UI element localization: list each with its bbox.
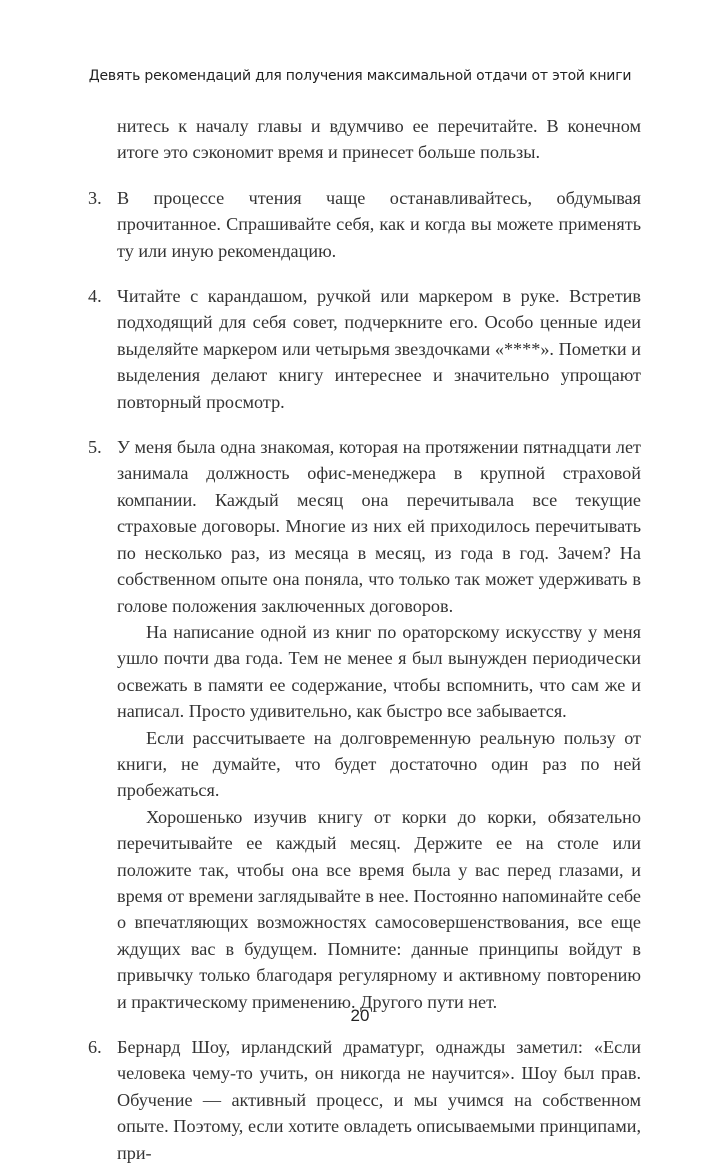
list-item-4 (88, 283, 641, 415)
paragraph: У меня была одна знакомая, которая на протяжении пятнадцати лет занимала должность офис-менеджера в крупной страховой компании. Каждый месяц она перечитывала все текущие страховые договоры. Многие из них ей приходилось перечитывать по несколько раз, из месяца в месяц, из года в год. Зачем? На собственном опыте она поняла, что только так может удерживать в голове положения заключенных договоров. (117, 437, 641, 616)
item-number: 5. (88, 437, 102, 458)
list-item-5 (88, 434, 641, 1015)
page-number: 20 (350, 1006, 370, 1025)
list-item-3 (88, 185, 641, 264)
running-header: Девять рекомендаций для получения максимальной отдачи от этой книги (88, 68, 632, 84)
paragraph: На написание одной из книг по ораторскому искусству у меня ушло почти два года. Тем не менее я был вынужден периодически освежать в памяти ее содержание, чтобы вспомнить, что сам же и написал. Просто удивительно, как быстро все забывается. (117, 621, 641, 722)
paragraph: Если рассчитываете на долговременную реальную пользу от книги, не думайте, что будет достаточно один раз по ней пробежаться. (117, 727, 641, 801)
item-body (117, 434, 641, 1015)
paragraph: Читайте с карандашом, ручкой или маркером в руке. Встретив подходящий для себя совет, подчеркните его. Особо ценные идеи выделяйте маркером или четырьмя звездочками «****». Пометки и выделения делают книгу интереснее и значительно упрощают повторный просмотр. (117, 286, 641, 412)
item-body (117, 185, 641, 264)
paragraph: Хорошенько изучив книгу от корки до корки, обязательно перечитывайте ее каждый месяц. Держите ее на столе или положите так, чтобы она все время была у вас перед глазами, и время от времени заглядывайте в нее. Постоянно напоминайте себе о впечатляющих возможностях самосовершенствования, все еще ждущих вас в будущем. Помните: данные принципы войдут в привычку только благодаря регулярному и активному повторению и практическому применению. Другого пути нет. (117, 806, 641, 1012)
item-number: 4. (88, 286, 102, 307)
list-item-6 (88, 1034, 641, 1166)
item-body (117, 1034, 641, 1166)
continuation-paragraph: нитесь к началу главы и вдумчиво ее перечитайте. В конечном итоге это сэкономит время и принесет больше пользы. (117, 116, 641, 163)
paragraph: В процессе чтения чаще останавливайтесь, обдумывая прочитанное. Спрашивайте себя, как и когда вы можете применять ту или иную рекомендацию. (117, 187, 641, 261)
item-body (117, 283, 641, 415)
item-number: 6. (88, 1037, 102, 1057)
paragraph: Бернард Шоу, ирландский драматург, однажды заметил: «Если человека чему-то учить, он никогда не научится». Шоу был прав. Обучение — активный процесс, и мы учимся на собственном опыте. Поэтому, если хотите овладеть описываемыми принципами, при- (117, 1037, 641, 1163)
item-number: 3. (88, 187, 102, 208)
